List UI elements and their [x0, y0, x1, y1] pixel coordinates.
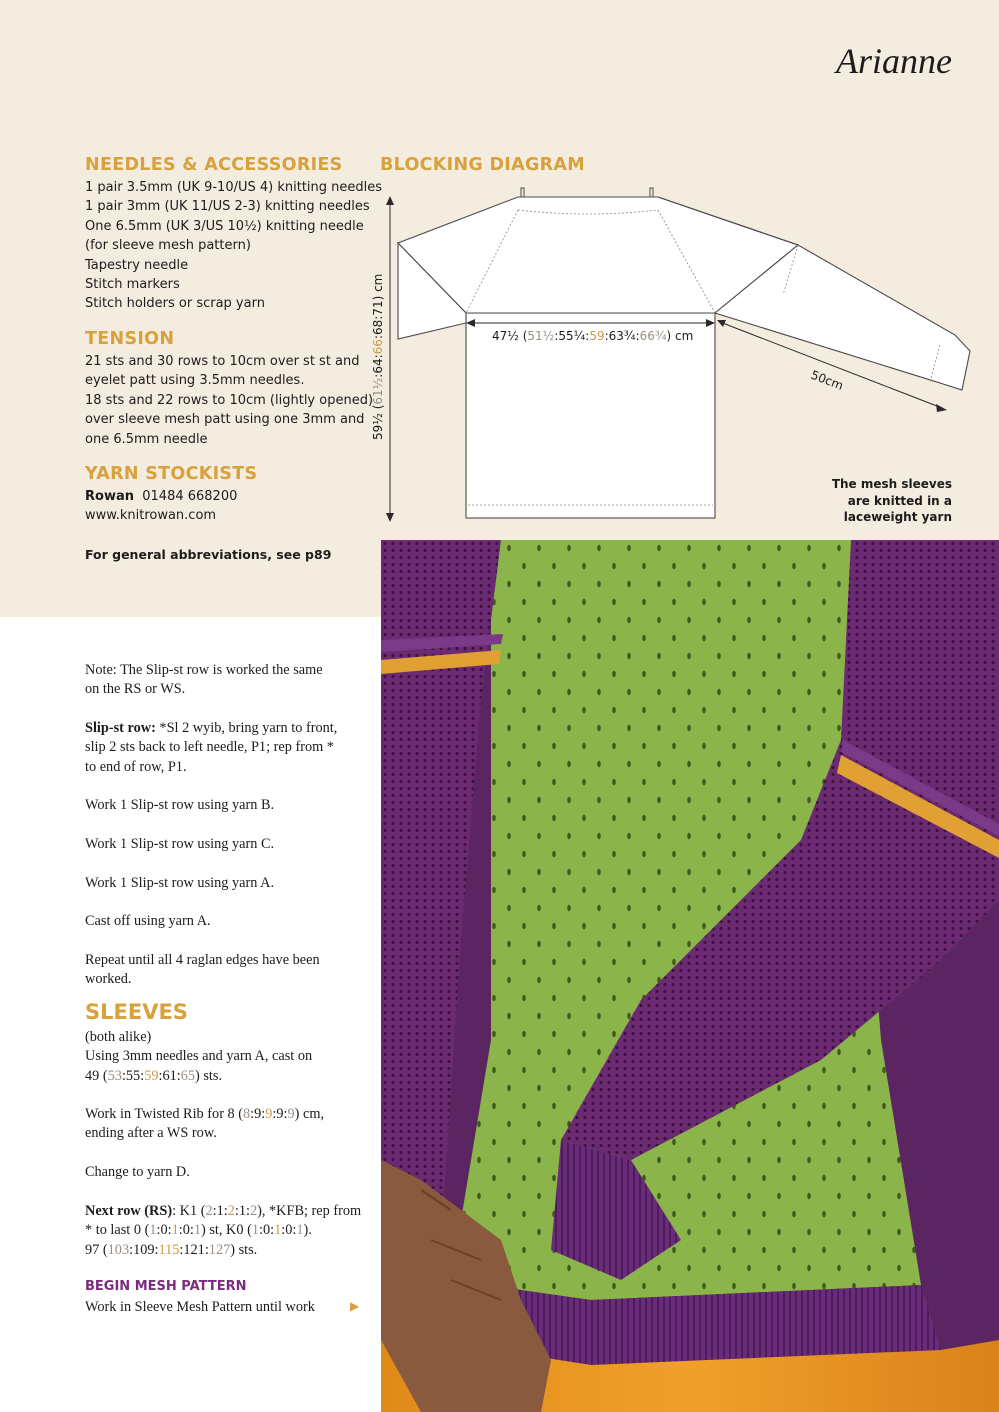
sleeves-intro — [85, 1028, 370, 1086]
text-line: Repeat until all 4 raglan edges have been — [85, 952, 320, 968]
page-title: Arianne — [836, 41, 952, 81]
twisted-rib: Work in Twisted Rib for 8 (8:9:9:9:9) cm, ending after a WS row. — [85, 1105, 370, 1144]
cast-on-counts: 49 (53:55:59:61:65) sts. — [85, 1067, 223, 1084]
note-line: The mesh sleeves — [831, 477, 952, 491]
tension-line: 21 sts and 30 rows to 10cm over st st and — [85, 354, 360, 369]
needles-line: Stitch markers — [85, 277, 180, 293]
slip-label: Slip-st row: — [85, 720, 156, 736]
text-line: worked. — [85, 971, 132, 988]
next-row: Next row (RS): K1 (2:1:2:1:2), *KFB; rep from * to last 0 (1:0:1:0:1) st, K0 (1:0:1:0:1). 97 (103:109:115:121:127) sts. — [85, 1203, 362, 1258]
tension-line: over sleeve mesh patt using one 3mm and — [85, 412, 365, 428]
tension-heading: TENSION — [85, 329, 175, 349]
needles-heading: NEEDLES & ACCESSORIES — [85, 155, 343, 175]
needles-line: (for sleeve mesh pattern) — [85, 238, 251, 254]
text-line: to end of row, P1. — [85, 758, 187, 775]
note-line: are knitted in a — [847, 493, 952, 508]
sweater-photo — [381, 540, 999, 1412]
text-line: Note: The Slip-st row is worked the same — [85, 662, 323, 678]
tension-line: eyelet patt using 3.5mm needles. — [85, 373, 305, 389]
text-line: slip 2 sts back to left needle, P1; rep from * — [85, 739, 334, 756]
next-row-label: Next row (RS) — [85, 1203, 173, 1219]
needles-line: 1 pair 3.5mm (UK 9-10/US 4) knitting needles — [85, 180, 383, 195]
text-line: *Sl 2 wyib, bring yarn to front, — [155, 720, 338, 736]
blocking-heading: BLOCKING DIAGRAM — [380, 155, 585, 175]
needles-line: Tapestry needle — [85, 257, 189, 273]
begin-mesh-heading: BEGIN MESH PATTERN — [85, 1279, 247, 1294]
stockist-website[interactable]: www.knitrowan.com — [85, 508, 217, 524]
stockist-brand: Rowan — [85, 489, 134, 504]
needles-line: 1 pair 3mm (UK 11/US 2-3) knitting needles — [85, 199, 370, 215]
stockists-text — [85, 487, 365, 526]
needles-line: One 6.5mm (UK 3/US 10½) knitting needle — [85, 218, 364, 234]
mesh-instruction: Work in Sleeve Mesh Pattern until work — [85, 1299, 315, 1315]
sleeves-heading: SLEEVES — [85, 1000, 188, 1024]
abbreviations-note: For general abbreviations, see p89 — [85, 547, 332, 562]
needles-line: Stitch holders or scrap yarn — [85, 296, 265, 312]
cast-off: Cast off using yarn A. — [85, 913, 211, 929]
sleeve-measurement: 50cm — [808, 367, 846, 393]
length-measurement: 59½ (61½:64:66:68:71) cm — [371, 273, 385, 440]
text-line: Using 3mm needles and yarn A, cast on — [85, 1048, 313, 1065]
work-yarn-b: Work 1 Slip-st row using yarn B. — [85, 797, 275, 813]
tension-text — [85, 352, 374, 449]
change-yarn: Change to yarn D. — [85, 1164, 190, 1180]
blocking-diagram — [360, 180, 980, 525]
repeat-note — [85, 951, 370, 990]
mesh-sleeves-note — [832, 476, 952, 526]
stockists-heading: YARN STOCKISTS — [85, 464, 258, 484]
chest-measurement: 47½ (51½:55¼:59:63¾:66¾) cm — [492, 329, 694, 343]
tension-line: one 6.5mm needle — [85, 431, 208, 447]
text-line: ending after a WS row. — [85, 1125, 217, 1142]
note-line: laceweight yarn — [843, 510, 952, 525]
diagram-body — [466, 313, 715, 518]
continue-arrow-icon[interactable]: ▶ — [350, 1299, 360, 1313]
stockist-phone: 01484 668200 — [142, 489, 238, 504]
needles-list — [85, 178, 383, 314]
slip-st-row — [85, 719, 370, 777]
text-line: on the RS or WS. — [85, 681, 186, 698]
text-line: (both alike) — [85, 1029, 152, 1045]
slip-note — [85, 661, 370, 700]
work-yarn-c: Work 1 Slip-st row using yarn C. — [85, 836, 275, 852]
tension-line: 18 sts and 22 rows to 10cm (lightly opened) — [85, 392, 374, 408]
work-yarn-a: Work 1 Slip-st row using yarn A. — [85, 875, 275, 891]
